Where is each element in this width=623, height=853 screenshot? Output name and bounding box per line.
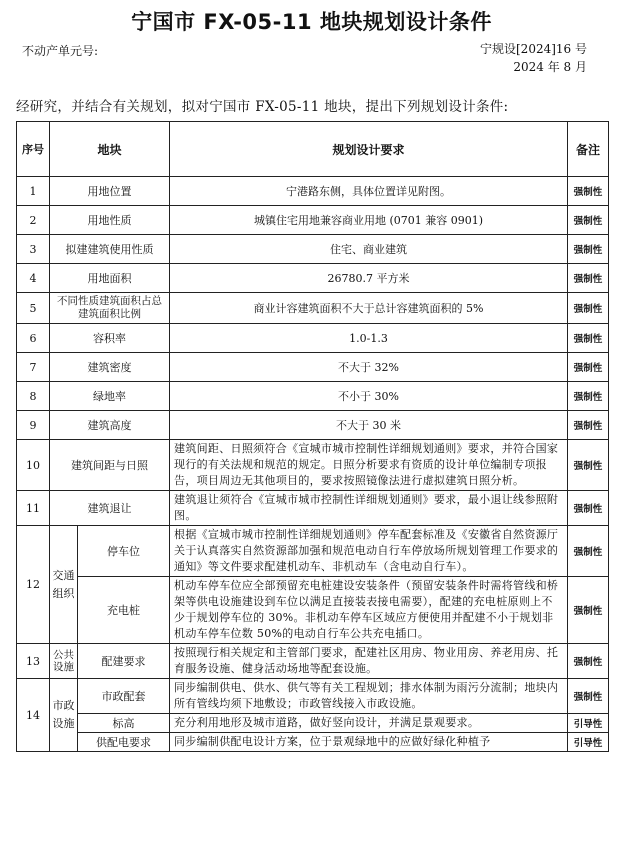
table-row (17, 491, 609, 526)
row-item: 绿地率 (50, 382, 170, 411)
table-row (17, 577, 609, 644)
document-number: 宁规设[2024]16 号 (480, 42, 587, 56)
table-row (17, 382, 609, 411)
row-requirement: 建筑间距、日照须符合《宣城市城市控制性详细规划通则》要求，并符合国家现行的有关法规和规范的规定。日照分析要求有资质的设计单位编制专项报告，项目周边无其他项目的，要求按照镜像法进行虚拟建筑日照分析。 (170, 440, 568, 491)
row-note: 强制性 (568, 264, 609, 293)
row-requirement: 同步编制供配电设计方案，位于景观绿地中的应做好绿化种植予 (170, 733, 568, 752)
row-note: 强制性 (568, 235, 609, 264)
row-number: 5 (17, 293, 50, 324)
row-number: 9 (17, 411, 50, 440)
row-requirement: 同步编制供电、供水、供气等有关工程规划；排水体制为雨污分流制；地块内所有管线均须下地敷设；市政管线接入市政设施。 (170, 679, 568, 714)
table-row (17, 526, 609, 577)
row-note: 强制性 (568, 644, 609, 679)
row-requirement: 商业计容建筑面积不大于总计容建筑面积的 5% (170, 293, 568, 324)
row-item: 建筑高度 (50, 411, 170, 440)
row-note: 强制性 (568, 293, 609, 324)
row-note: 强制性 (568, 577, 609, 644)
row-note: 强制性 (568, 353, 609, 382)
table-row (17, 324, 609, 353)
row-group-label: 交通组织 (50, 526, 78, 644)
row-note: 强制性 (568, 177, 609, 206)
row-sub-item: 市政配套 (78, 679, 170, 714)
row-requirement: 按照现行相关规定和主管部门要求，配建社区用房、物业用房、养老用房、托育服务设施、健身活动场地等配套设施。 (170, 644, 568, 679)
row-item: 不同性质建筑面积占总建筑面积比例 (50, 293, 170, 324)
row-sub-item: 充电桩 (78, 577, 170, 644)
table-row (17, 293, 609, 324)
row-number: 7 (17, 353, 50, 382)
row-note: 强制性 (568, 440, 609, 491)
table-row (17, 440, 609, 491)
table-row (17, 353, 609, 382)
row-requirement: 不小于 30% (170, 382, 568, 411)
row-item: 建筑退让 (50, 491, 170, 526)
table-row (17, 679, 609, 714)
row-note: 强制性 (568, 411, 609, 440)
table-header-row (17, 122, 609, 177)
row-note: 强制性 (568, 491, 609, 526)
row-item: 建筑间距与日照 (50, 440, 170, 491)
table-row (17, 177, 609, 206)
row-note: 强制性 (568, 206, 609, 235)
header-parcel: 地块 (50, 122, 170, 177)
document-title: 宁国市 FX-05-11 地块规划设计条件 (131, 10, 492, 34)
row-requirement: 根据《宣城市城市控制性详细规划通则》停车配套标准及《安徽省自然资源厅关于认真落实自然资源部加强和规范电动自行车停放场所规划管理工作要求的通知》等文件要求配建机动车、非机动车（含电动自行车）。 (170, 526, 568, 577)
row-requirement: 机动车停车位应全部预留充电桩建设安装条件（预留安装条件时需将管线和桥架等供电设施建设到车位以满足直接装表接电需要），配建的充电桩原则上不少于规划停车位的 30%。非机动车停车区域应方便使用并配建不小于规划非机动车停车位数 50%的电动自行车公共充电插口。 (170, 577, 568, 644)
intro-paragraph: 经研究，并结合有关规划，拟对宁国市 FX-05-11 地块，提出下列规划设计条件: (16, 99, 509, 115)
row-requirement: 1.0-1.3 (170, 324, 568, 353)
row-requirement: 城镇住宅用地兼容商业用地 (0701 兼容 0901) (170, 206, 568, 235)
header-note: 备注 (568, 122, 609, 177)
row-note: 强制性 (568, 679, 609, 714)
row-requirement: 宁港路东侧，具体位置详见附图。 (170, 177, 568, 206)
property-unit-label: 不动产单元号: (22, 44, 99, 58)
header-requirement: 规划设计要求 (170, 122, 568, 177)
row-requirement: 不大于 32% (170, 353, 568, 382)
row-sub-item: 供配电要求 (78, 733, 170, 752)
planning-conditions-table (16, 121, 609, 752)
row-sub-item: 停车位 (78, 526, 170, 577)
table-row (17, 411, 609, 440)
row-number: 14 (17, 679, 50, 752)
row-group-label: 公共设施 (50, 644, 78, 679)
row-requirement: 不大于 30 米 (170, 411, 568, 440)
row-number: 8 (17, 382, 50, 411)
table-row (17, 733, 609, 752)
row-number: 12 (17, 526, 50, 644)
row-note: 强制性 (568, 324, 609, 353)
row-note: 引导性 (568, 733, 609, 752)
table-row (17, 644, 609, 679)
document-date: 2024 年 8 月 (513, 60, 587, 74)
row-number: 13 (17, 644, 50, 679)
row-sub-item: 配建要求 (78, 644, 170, 679)
row-item: 用地位置 (50, 177, 170, 206)
table-row (17, 206, 609, 235)
table-row (17, 264, 609, 293)
row-requirement: 充分利用地形及城市道路，做好竖向设计，并满足景观要求。 (170, 714, 568, 733)
row-requirement: 建筑退让须符合《宣城市城市控制性详细规划通则》要求，最小退让线参照附图。 (170, 491, 568, 526)
row-number: 1 (17, 177, 50, 206)
row-requirement: 26780.7 平方米 (170, 264, 568, 293)
row-note: 强制性 (568, 526, 609, 577)
row-note: 强制性 (568, 382, 609, 411)
row-number: 6 (17, 324, 50, 353)
row-number: 2 (17, 206, 50, 235)
row-item: 用地面积 (50, 264, 170, 293)
table-row (17, 235, 609, 264)
row-number: 11 (17, 491, 50, 526)
header-seq: 序号 (17, 122, 50, 177)
row-requirement: 住宅、商业建筑 (170, 235, 568, 264)
row-number: 3 (17, 235, 50, 264)
row-item: 容积率 (50, 324, 170, 353)
row-number: 4 (17, 264, 50, 293)
row-item: 拟建建筑使用性质 (50, 235, 170, 264)
row-number: 10 (17, 440, 50, 491)
row-sub-item: 标高 (78, 714, 170, 733)
row-note: 引导性 (568, 714, 609, 733)
table-row (17, 714, 609, 733)
row-item: 建筑密度 (50, 353, 170, 382)
row-group-label: 市政设施 (50, 679, 78, 752)
row-item: 用地性质 (50, 206, 170, 235)
